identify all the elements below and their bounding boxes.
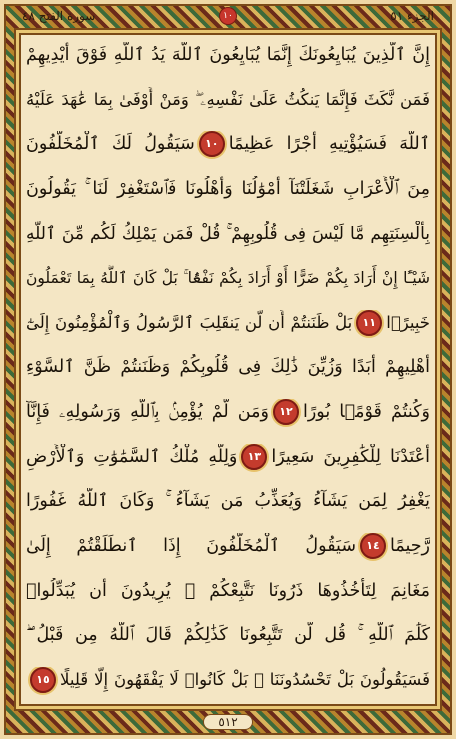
verse-text: كَلَٰمَ ٱللَّهِ ۚ قُل لَّن تَتَّبِعُونَا كَذَٰلِكُمْ قَالَ ٱللَّهُ مِن قَبْلُ ۖ <box>26 625 430 646</box>
verse-line <box>26 131 430 161</box>
verse-text: سَيَقُولُ لَكَ ٱلْمُخَلَّفُونَ <box>26 134 195 155</box>
verse-text: أَعْتَدْنَا لِلْكَٰفِرِينَ سَعِيرًا <box>271 446 430 467</box>
surah-label: سورة الفتح ٤٨ <box>22 9 96 23</box>
verse-line <box>26 622 430 652</box>
verse-line <box>26 488 430 518</box>
verse-line <box>26 265 430 295</box>
verse-text: يَغْفِرُ لِمَن يَشَآءُ وَيُعَذِّبُ مَن يَشَآءُ ۚ وَكَانَ ٱللَّهُ غَفُورًا <box>26 491 430 512</box>
juz-label: الجزء ٥١ <box>390 9 434 23</box>
verse-text: وَلِلَّهِ مُلْكُ ٱلسَّمَٰوَٰتِ وَٱلْأَرْضِ <box>26 446 238 467</box>
verse-line <box>26 310 430 340</box>
verse-text: خَبِيرًۢا <box>386 312 430 332</box>
verses-block <box>22 36 434 703</box>
page-header <box>14 6 442 26</box>
verse-line <box>26 176 430 206</box>
verse-text: وَمَن لَّمْ يُؤْمِنۢ بِٱللَّهِ وَرَسُولِهِۦ فَإِنَّآ <box>26 402 269 423</box>
verse-text: إِنَّ ٱلَّذِينَ يُبَايِعُونَكَ إِنَّمَا يُبَايِعُونَ ٱللَّهَ يَدُ ٱللَّهِ فَوْقَ أَيْدِيهِمْ <box>26 45 430 65</box>
verse-text: بَلْ ظَنَنتُمْ أَن لَّن يَنقَلِبَ ٱلرَّسُولُ وَٱلْمُؤْمِنُونَ إِلَىٰٓ <box>26 312 353 332</box>
ayah-number-icon: ١١ <box>356 310 382 336</box>
verse-line <box>26 42 430 72</box>
ayah-number-icon: ١٢ <box>273 399 299 425</box>
verse-text: مِنَ ٱلْأَعْرَابِ شَغَلَتْنَآ أَمْوَٰلُنَا وَأَهْلُونَا فَٱسْتَغْفِرْ لَنَا ۚ يَقُولُونَ <box>26 178 430 199</box>
verse-line <box>26 578 430 608</box>
verse-text: رَّحِيمًا <box>390 536 430 557</box>
verse-text: بِأَلْسِنَتِهِم مَّا لَيْسَ فِى قُلُوبِهِمْ ۚ قُلْ فَمَن يَمْلِكُ لَكُم مِّنَ ٱللَّهِ <box>26 223 430 244</box>
verse-line <box>26 444 430 474</box>
verse-line <box>26 221 430 251</box>
ayah-number-icon: ١٥ <box>30 667 56 693</box>
verse-line <box>26 354 430 384</box>
verse-line <box>26 667 430 697</box>
verse-text: وَكُنتُمْ قَوْمًۢا بُورًا <box>302 402 430 423</box>
verse-text: شَيْـًٔا إِنْ أَرَادَ بِكُمْ ضَرًّا أَوْ أَرَادَ بِكُمْ نَفْعًۢا ۚ بَلْ كَانَ ٱللَّهُ بِمَا تَعْمَلُونَ <box>26 269 430 288</box>
page-number: ٥١٢ <box>203 714 252 730</box>
verse-text: أَهْلِيهِمْ أَبَدًا وَزُيِّنَ ذَٰلِكَ فِى قُلُوبِكُمْ وَظَنَنتُمْ ظَنَّ ٱلسَّوْءِ <box>26 357 430 378</box>
verse-line <box>26 533 430 563</box>
verse-line <box>26 87 430 117</box>
verse-line <box>26 399 430 429</box>
ayah-number-icon: ١٠ <box>199 131 225 157</box>
ayah-number-icon: ١٤ <box>360 533 386 559</box>
ayah-number-icon: ١٣ <box>241 444 267 470</box>
verse-text: سَيَقُولُ ٱلْمُخَلَّفُونَ إِذَا ٱنطَلَقْتُمْ إِلَىٰ <box>26 536 356 557</box>
verse-text: فَمَن نَّكَثَ فَإِنَّمَا يَنكُثُ عَلَىٰ نَفْسِهِۦ ۖ وَمَنْ أَوْفَىٰ بِمَا عَٰهَدَ عَلَيْهُ <box>26 89 430 109</box>
verse-text: ٱللَّهَ فَسَيُؤْتِيهِ أَجْرًا عَظِيمًا <box>228 134 430 155</box>
verse-text: فَسَيَقُولُونَ بَلْ تَحْسُدُونَنَا ۚ بَلْ كَانُوا۟ لَا يَفْقَهُونَ إِلَّا قَلِيلًا <box>60 669 430 689</box>
verse-text: مَغَانِمَ لِتَأْخُذُوهَا ذَرُونَا نَتَّبِعْكُمْ ۖ يُرِيدُونَ أَن يُبَدِّلُوا۟ <box>26 580 430 601</box>
hizb-marker-icon: ١٠ <box>219 7 237 25</box>
page-footer <box>14 713 442 731</box>
